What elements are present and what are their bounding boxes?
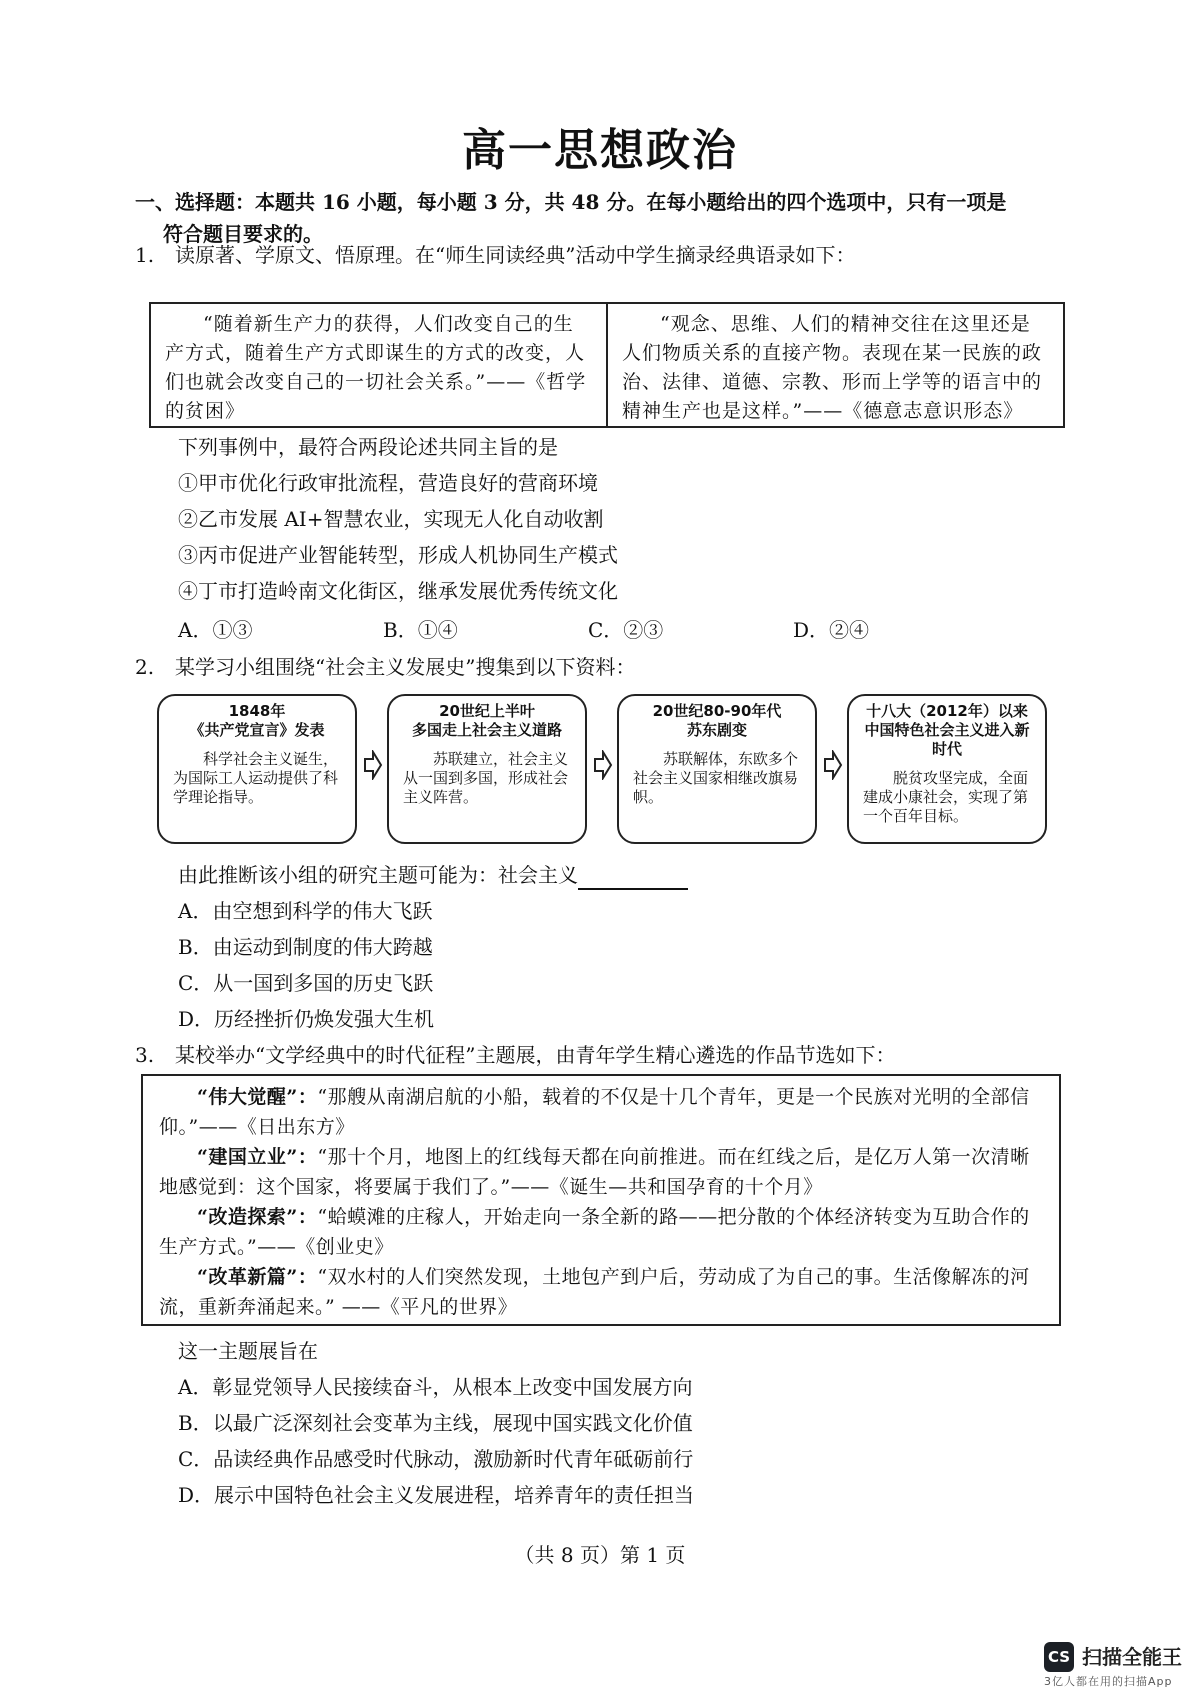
excerpt-paragraph	[159, 1262, 1043, 1322]
timeline-date: 20世纪上半叶	[439, 702, 535, 720]
question-2-stem	[135, 652, 1095, 682]
timeline-box	[387, 694, 587, 844]
section-heading-line2: 符合题目要求的。	[163, 222, 323, 246]
option-a: A．由空想到科学的伟大飞跃	[178, 899, 433, 923]
page-footer: （共 8 页）第 1 页	[514, 1543, 686, 1567]
option-d: D．展示中国特色社会主义发展进程，培养青年的责任担当	[178, 1483, 695, 1507]
option-b: B．以最广泛深刻社会变革为主线，展现中国实践文化价值	[178, 1411, 693, 1435]
list-item: ④丁市打造岭南文化街区，继承发展优秀传统文化	[178, 579, 618, 603]
excerpt-paragraph	[159, 1202, 1043, 1262]
question-text: 读原著、学原文、悟原理。在“师生同读经典”活动中学生摘录经典语录如下：	[175, 243, 856, 267]
question-prompt	[178, 860, 688, 890]
timeline-box	[847, 694, 1047, 844]
option-b: B．①④	[383, 618, 458, 642]
option-c: C．从一国到多国的历史飞跃	[178, 971, 434, 995]
arrow-right-icon	[823, 750, 843, 780]
option-c: C．品读经典作品感受时代脉动，激励新时代青年砥砺前行	[178, 1447, 694, 1471]
arrow-right-icon	[593, 750, 613, 780]
section-heading-line1: 一、选择题：本题共 16 小题，每小题 3 分，共 48 分。在每小题给出的四个选项中，只有一项是	[135, 190, 1007, 214]
answer-options	[178, 615, 998, 645]
question-number: 3.	[135, 1043, 155, 1067]
timeline-box	[157, 694, 357, 844]
excerpt-label: “伟大觉醒”：	[197, 1086, 318, 1108]
timeline-event: 中国特色社会主义进入新时代	[864, 721, 1030, 758]
option-c: C．②③	[588, 618, 664, 642]
answer-blank	[578, 868, 688, 890]
timeline-date: 1848年	[228, 702, 286, 720]
timeline-desc: 苏联建立，社会主义从一国到多国，形成社会主义阵营。	[403, 750, 569, 806]
list-item: ③丙市促进产业智能转型，形成人机协同生产模式	[178, 543, 618, 567]
excerpt-label: “改造探索”：	[197, 1206, 318, 1228]
quote-left: “随着新生产力的获得，人们改变自己的生产方式，随着生产方式即谋生的方式的改变，人们也就会改变自己的一切社会关系。”——《哲学的贫困》	[151, 304, 608, 426]
excerpt-label: “改革新篇”：	[197, 1266, 318, 1288]
question-prompt: 这一主题展旨在	[178, 1339, 318, 1363]
quote-table	[149, 302, 1065, 428]
question-number: 2.	[135, 655, 155, 679]
timeline-desc: 科学社会主义诞生，为国际工人运动提供了科学理论指导。	[173, 750, 339, 806]
option-a: A．①③	[178, 618, 253, 642]
excerpt-paragraph	[159, 1082, 1043, 1142]
list-item: ①甲市优化行政审批流程，营造良好的营商环境	[178, 471, 598, 495]
watermark-row	[1044, 1642, 1182, 1672]
timeline-flow	[157, 694, 1047, 846]
option-d: D．②④	[793, 618, 870, 642]
arrow-right-icon	[363, 750, 383, 780]
timeline-event: 苏东剧变	[686, 721, 747, 739]
excerpt-text: “那艘从南湖启航的小船，载着的不仅是十几个青年，更是一个民族对光明的全部信仰。”——《日出东方》	[159, 1086, 1030, 1138]
excerpt-text: “蛤蟆滩的庄稼人，开始走向一条全新的路——把分散的个体经济转变为互助合作的生产方式。”——《创业史》	[159, 1206, 1030, 1258]
list-item: ②乙市发展 AI+智慧农业，实现无人化自动收割	[178, 507, 604, 531]
question-3-stem	[135, 1040, 1095, 1070]
page-title: 高一思想政治	[462, 125, 738, 176]
excerpt-box	[141, 1074, 1061, 1326]
option-d: D．历经挫折仍焕发强大生机	[178, 1007, 435, 1031]
timeline-desc: 苏联解体，东欧多个社会主义国家相继改旗易帜。	[633, 750, 799, 806]
timeline-box	[617, 694, 817, 844]
timeline-desc: 脱贫攻坚完成，全面建成小康社会，实现了第一个百年目标。	[863, 769, 1029, 825]
quote-right: “观念、思维、人们的精神交往在这里还是人们物质关系的直接产物。表现在某一民族的政治、法律、道德、宗教、形而上学等的语言中的精神生产也是这样。”——《德意志意识形态》	[622, 313, 1043, 422]
scanner-watermark	[1044, 1642, 1182, 1691]
option-b: B．由运动到制度的伟大跨越	[178, 935, 433, 959]
excerpt-text: “那十个月，地图上的红线每天都在向前推进。而在红线之后，是亿万人第一次清晰地感觉到：这个国家，将要属于我们了。”——《诞生—共和国孕育的十个月》	[159, 1146, 1030, 1198]
option-a: A．彰显党领导人民接续奋斗，从根本上改变中国发展方向	[178, 1375, 693, 1399]
question-text: 某学习小组围绕“社会主义发展史”搜集到以下资料：	[175, 655, 636, 679]
timeline-event: 多国走上社会主义道路	[411, 721, 562, 739]
excerpt-label: “建国立业”：	[197, 1146, 318, 1168]
excerpt-text: “双水村的人们突然发现，土地包产到户后，劳动成了为自己的事。生活像解冻的河流，重新奔涌起来。” ——《平凡的世界》	[159, 1266, 1030, 1318]
question-number: 1.	[135, 243, 155, 267]
watermark-tagline: 3亿人都在用的扫描App	[1044, 1674, 1173, 1688]
question-text: 某校举办“文学经典中的时代征程”主题展，由青年学生精心遴选的作品节选如下：	[175, 1043, 896, 1067]
watermark-app-name: 扫描全能王	[1082, 1644, 1182, 1669]
question-1-stem	[135, 240, 1095, 270]
timeline-date: 20世纪80-90年代	[652, 702, 782, 720]
timeline-event: 《共产党宣言》发表	[189, 721, 325, 739]
camscanner-logo-icon: CS	[1044, 1642, 1074, 1672]
timeline-date: 十八大（2012年）以来	[866, 702, 1028, 720]
excerpt-paragraph	[159, 1142, 1043, 1202]
prompt-text: 由此推断该小组的研究主题可能为：社会主义	[178, 863, 578, 887]
question-prompt: 下列事例中，最符合两段论述共同主旨的是	[178, 435, 558, 459]
